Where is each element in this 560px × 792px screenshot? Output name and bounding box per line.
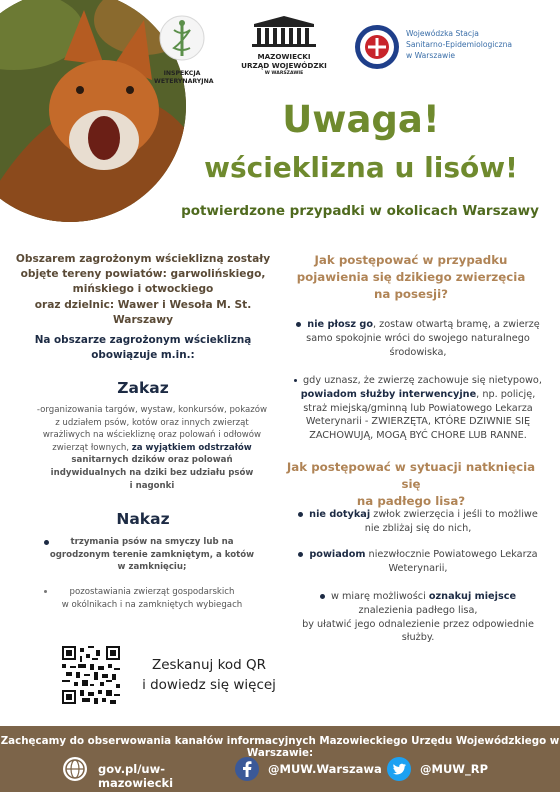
- answer-line: ZACHOWUJĄ, MOGĄ BYĆ CHORE LUB RANNE.: [309, 430, 527, 442]
- qr-caption-line: Zeskanuj kod QR: [151, 657, 267, 673]
- question-line: pojawienia się dzikiego zwierzęcia: [296, 270, 526, 284]
- dead-fox-item-2: [292, 548, 544, 576]
- answer-line: by ułatwić jego odnalezienie przez odpowiednie: [302, 618, 534, 630]
- zakaz-section: [30, 404, 274, 492]
- logo3-line2: Sanitarno-Epidemiologiczna: [406, 40, 513, 49]
- nakaz-line: ogrodzonym terenie zamkniętym, a kotów: [49, 549, 255, 560]
- zakaz-exception-line: sanitarnych dzików oraz polowań: [71, 455, 233, 466]
- qr-code[interactable]: [62, 646, 120, 704]
- bullet-icon: [296, 322, 301, 327]
- facebook-icon: [234, 756, 260, 782]
- answer-item-2: [292, 374, 544, 443]
- answer-line: nie zbliżaj się do nich,: [364, 522, 472, 534]
- twitter-link-text[interactable]: @MUW_RP: [420, 762, 489, 776]
- logo2-line2: URZĄD WOJEWÓDZKI: [241, 61, 327, 70]
- qr-caption: [134, 655, 284, 695]
- footer-link-twitter[interactable]: [386, 756, 496, 782]
- sanepid-emblem-icon: [354, 24, 400, 70]
- answer-text: zwłok zwierzęcia i jeśli to możliwe: [370, 509, 538, 520]
- sanitary-station-logo: [352, 24, 552, 74]
- bullet-icon: [294, 379, 297, 382]
- answer-text: w miarę możliwości: [330, 591, 429, 602]
- question-wild-animal: [282, 252, 540, 303]
- intro-line: oraz dzielnic: Wawer i Wesoła M. St. Warszawy: [34, 298, 252, 326]
- question-dead-fox: [282, 459, 540, 510]
- answer-bold: powiadom: [309, 549, 366, 560]
- logo3-line1: Wojewódzka Stacja: [406, 29, 479, 38]
- nakaz-item-1: [30, 536, 274, 574]
- zakaz-line-start: zwierząt łownych,: [52, 442, 130, 453]
- logo2-line3: W WARSZAWIE: [264, 71, 304, 76]
- obligation-note: [12, 333, 274, 363]
- logo1-text: INSPEKCJA WETERYNARYJNA: [154, 70, 214, 85]
- www-link-text[interactable]: gov.pl/uw-mazowiecki: [98, 762, 174, 790]
- answer-text: , zostaw otwartą bramę, a zwierzę: [373, 319, 540, 330]
- answer-line: służby.: [401, 632, 435, 644]
- zakaz-line: -organizowania targów, wystaw, konkursów, pokazów: [36, 405, 268, 415]
- bullet-icon: [298, 552, 303, 557]
- intro-line: objęte tereny powiatów: garwolińskiego,: [20, 268, 266, 281]
- answer-line: samo spokojnie wróci do swojego naturalnego: [306, 332, 530, 344]
- globe-icon: [62, 756, 88, 782]
- zakaz-line: z udziałem psów, kotów oraz innych zwierząt: [55, 417, 249, 428]
- question-line: na padłego lisa?: [356, 494, 466, 508]
- bullet-icon: [298, 512, 303, 517]
- answer-line: straż miejską/gminną lub Powiatowego Lekarza: [303, 402, 533, 414]
- answer-bold: oznakuj miejsce: [428, 591, 517, 602]
- answer-line: Weterynarii - ZWIERZĘTA, KTÓRE DZIWNIE SIĘ: [305, 416, 531, 428]
- zakaz-exception: za wyjątkiem odstrzałów: [131, 442, 252, 453]
- answer-bold: nie płosz go: [307, 319, 374, 330]
- qr-caption-line: i dowiedz się więcej: [142, 677, 276, 693]
- zakaz-exception-line: i nagonki: [129, 480, 175, 491]
- subtitle: potwierdzone przypadki w okolicach Warszawy: [181, 203, 539, 219]
- answer-line: środowiska,: [389, 346, 447, 358]
- dead-fox-item-3: [292, 590, 544, 645]
- obligation-line: obowiązuje m.in.:: [91, 349, 195, 362]
- answer-item-1: [292, 318, 544, 359]
- bullet-icon: [44, 590, 47, 593]
- nakaz-heading: Nakaz: [116, 510, 170, 528]
- nakaz-item-2: [30, 586, 274, 611]
- footer-link-www[interactable]: [62, 756, 232, 790]
- nakaz-line: w zamknięciu;: [117, 562, 187, 573]
- headline-uwaga: Uwaga!: [282, 98, 440, 141]
- zakaz-line: wrażliwych na wściekliznę oraz polowań i odłowów: [42, 430, 262, 441]
- answer-line: Weterynarii,: [388, 562, 448, 574]
- bullet-icon: [320, 594, 325, 599]
- facebook-link-text[interactable]: @MUW.Warszawa: [268, 762, 382, 776]
- dead-fox-item-1: [292, 508, 544, 536]
- twitter-icon: [386, 756, 412, 782]
- zakaz-heading: Zakaz: [117, 379, 169, 397]
- answer-bold: nie dotykaj: [309, 509, 371, 520]
- intro-line: mińskiego i otwockiego: [72, 283, 214, 296]
- question-line: na posesji?: [374, 287, 448, 301]
- voivodeship-office-logo: [240, 14, 328, 84]
- risk-area-intro: [12, 252, 274, 328]
- qr-code-icon: [62, 646, 120, 704]
- answer-text: niezwłocznie Powiatowego Lekarza: [365, 549, 538, 560]
- veterinary-inspection-logo: [154, 14, 214, 85]
- answer-line: gdy uznasz, że zwierzę zachowuje się nietypowo,: [303, 375, 542, 386]
- caduceus-icon: [154, 14, 210, 62]
- answer-line: znalezienia padłego lisa,: [358, 604, 478, 616]
- answer-text: , np. policję,: [476, 388, 536, 400]
- headline-rabies: wścieklizna u lisów!: [204, 151, 518, 184]
- bullet-icon: [44, 540, 49, 545]
- answer-bold: powiadom służby interwencyjne: [300, 388, 477, 400]
- question-line: Jak postępować w sytuacji natknięcia się: [286, 460, 536, 491]
- zakaz-line: [30, 442, 274, 455]
- nakaz-line: trzymania psów na smyczy lub na: [70, 537, 234, 547]
- obligation-line: Na obszarze zagrożonym wścieklizną: [34, 334, 252, 346]
- question-line: Jak postępować w przypadku: [314, 253, 508, 267]
- nakaz-line: w okólnikach i na zamkniętych wybiegach: [61, 599, 243, 610]
- logo2-line1: MAZOWIECKI: [257, 52, 311, 61]
- zakaz-exception-line: indywidualnych na dziki bez udziału psów: [50, 467, 254, 478]
- footer-heading: Zachęcamy do obserwowania kanałów informacyjnych Mazowieckiego Urzędu Wojewódzkiego w Warszawie:: [0, 735, 560, 759]
- intro-line: Obszarem zagrożonym wścieklizną zostały: [15, 253, 271, 265]
- logo3-line3: w Warszawie: [406, 51, 456, 60]
- footer-link-facebook[interactable]: [234, 756, 384, 782]
- nakaz-line: pozostawiania zwierząt gospodarskich: [69, 587, 235, 597]
- building-icon: [240, 14, 328, 48]
